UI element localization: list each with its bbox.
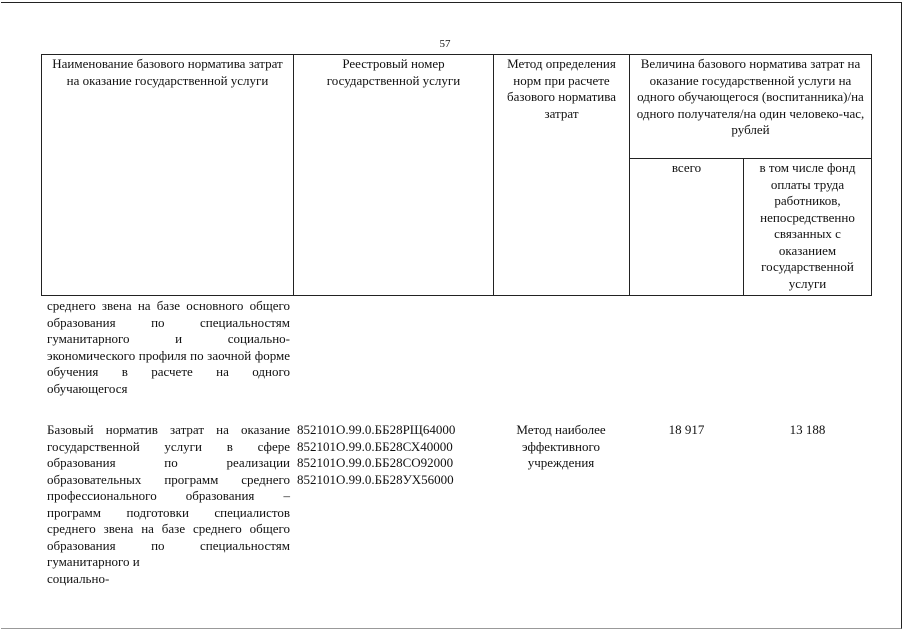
row-total-value: 18 917 bbox=[668, 422, 705, 437]
header-fund-cell: в том числе фонд оплаты труда работников, непосредственно связанных с оказанием государственной услуги bbox=[744, 159, 872, 296]
header-value-cell: Величина базового норматива затрат на оказание государственной услуги на одного обучающегося (воспитанника)/на одного получателя/на один человеко-час, рублей bbox=[630, 55, 872, 159]
header-name-cell: Наименование базового норматива затрат на оказание государственной услуги bbox=[42, 55, 294, 296]
header-registry-cell: Реестровый номер государственной услуги bbox=[294, 55, 494, 296]
page-number: 57 bbox=[439, 38, 451, 50]
row-service-name-text: Базовый норматив затрат на оказание государственной услуги в сфере образования по реализации образовательных программ среднего профессионального образования – программ подготовки специалистов среднего звена на базе среднего общего образования по специальностям гуманитарного и bbox=[47, 422, 290, 569]
row-service-name-last: социально- bbox=[47, 570, 110, 586]
header-total-cell: всего bbox=[630, 159, 744, 296]
row-service-name bbox=[47, 422, 290, 587]
registry-code: 852101О.99.0.ББ28СХ40000 bbox=[297, 438, 453, 454]
registry-code: 852101О.99.0.ББ28УХ56000 bbox=[297, 471, 454, 487]
table-header bbox=[41, 54, 872, 296]
registry-code: 852101О.99.0.ББ28РЩ64000 bbox=[297, 422, 456, 437]
registry-code: 852101О.99.0.ББ28СО92000 bbox=[297, 455, 454, 470]
row-registry-codes bbox=[297, 422, 497, 488]
row-method: Метод наиболее эффективного учреждения bbox=[516, 422, 606, 470]
continuation-text: среднего звена на базе основного общего образования по специальностям гуманитарного и социально-экономического профиля по заочной форме обучения в расчете на одного обучающегося bbox=[47, 298, 290, 396]
header-method-cell: Метод определения норм при расчете базового норматива затрат bbox=[494, 55, 630, 296]
row-fund-value: 13 188 bbox=[789, 422, 826, 437]
